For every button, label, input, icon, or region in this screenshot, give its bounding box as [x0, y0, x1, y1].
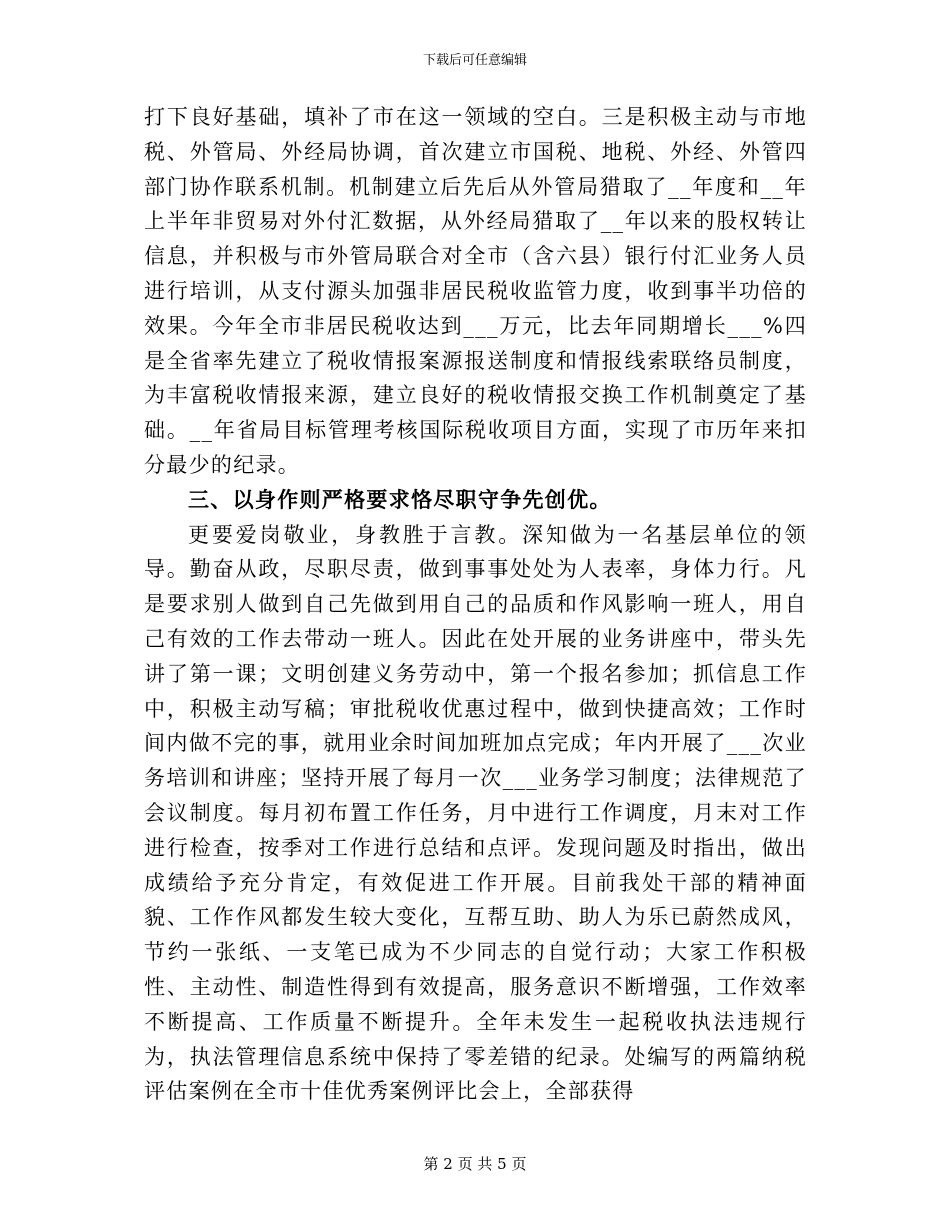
page-header: 下载后可任意编辑: [422, 53, 527, 68]
body-paragraph-1: 打下良好基础，填补了市在这一领域的空白。三是积极主动与市地税、外管局、外经局协调，首次建立市国税、地税、外经、外管四部门协作联系机制。机制建立后先后从外管局猎取了__年度和__年上半年非贸易对外付汇数据，从外经局猎取了__年以来的股权转让信息，并积极与市外管局联合对全市（含六县）银行付汇业务人员进行培训，从支付源头加强非居民税收监管力度，收到事半功倍的效果。今年全市非居民税收达到___万元，比去年同期增长___%四是全省率先建立了税收情报案源报送制度和情报线索联络员制度，为丰富税收情报来源，建立良好的税收情报交换工作机制奠定了基础。__年省局目标管理考核国际税收项目方面，实现了市历年来扣分最少的纪录。: [144, 105, 807, 477]
page-number-footer: 第 2 页 共 5 页: [423, 1155, 527, 1173]
section-heading-3: 三、以身作则严格要求恪尽职守争先创优。: [188, 486, 612, 512]
body-paragraph-2: 更要爱岗敬业，身教胜于言教。深知做为一名基层单位的领导。勤奋从政，尽职尽责，做到事事处处为人表率，身体力行。凡是要求别人做到自己先做到用自己的品质和作风影响一班人，用自己有效的工作去带动一班人。因此在处开展的业务讲座中，带头先讲了第一课；文明创建义务劳动中，第一个报名参加；抓信息工作中，积极主动写稿；审批税收优惠过程中，做到快捷高效；工作时间内做不完的事，就用业余时间加班加点完成；年内开展了___次业务培训和讲座；坚持开展了每月一次___业务学习制度；法律规范了会议制度。每月初布置工作任务，月中进行工作调度，月末对工作进行检查，按季对工作进行总结和点评。发现问题及时指出，做出成绩给予充分肯定，有效促进工作开展。目前我处干部的精神面貌、工作作风都发生较大变化，互帮互助、助人为乐已蔚然成风，节约一张纸、一支笔已成为不少同志的自觉行动；大家工作积极性、主动性、制造性得到有效提高，服务意识不断增强，工作效率不断提高、工作质量不断提升。全年未发生一起税收执法违规行为，执法管理信息系统中保持了零差错的纪录。处编写的两篇纳税评估案例在全市十佳优秀案例评比会上，全部获得: [144, 522, 807, 1104]
document-body: [144, 100, 807, 1109]
